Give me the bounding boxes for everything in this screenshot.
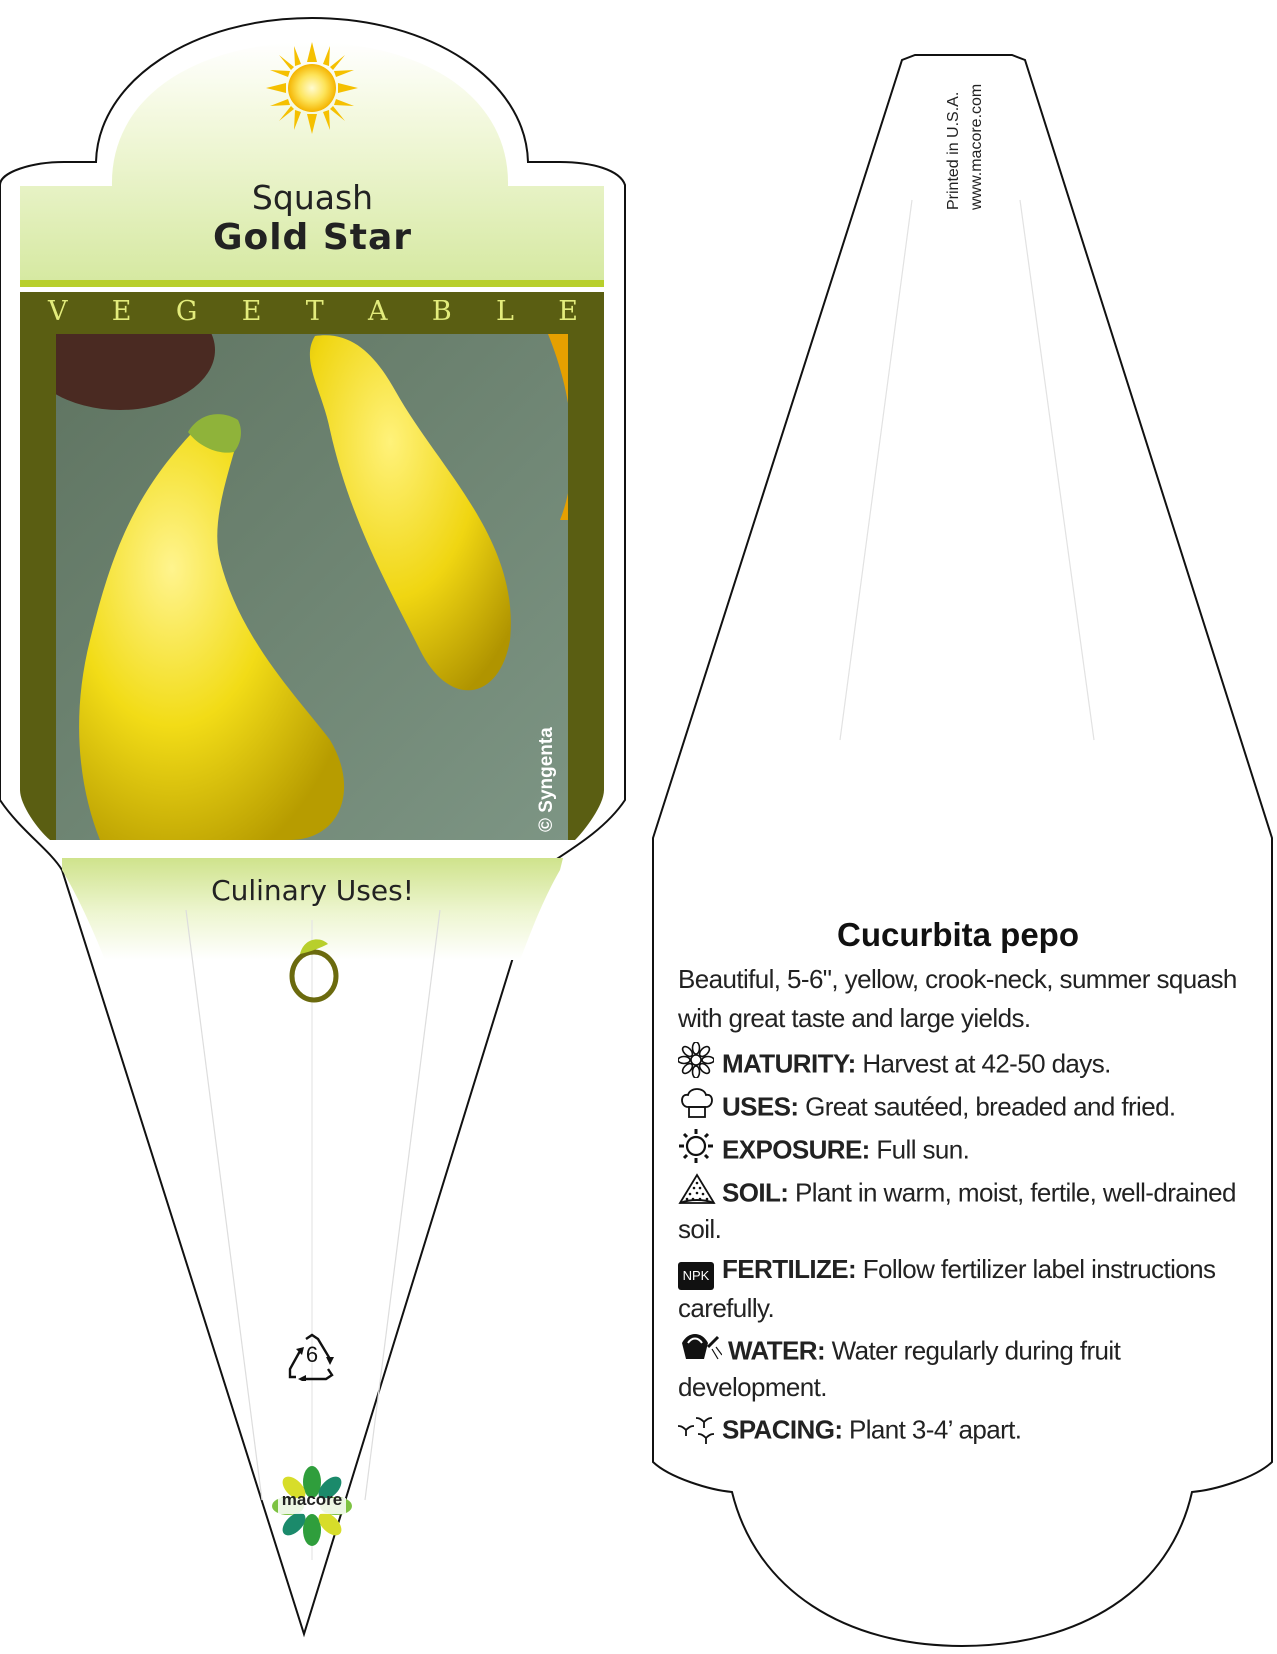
- variety-name: Gold Star: [212, 217, 413, 258]
- category-letter: A: [368, 296, 388, 327]
- category-letter: E: [558, 296, 578, 327]
- care-fertilize: [678, 1250, 1238, 1291]
- common-name: Squash: [251, 178, 374, 217]
- care-exposure: [678, 1128, 1238, 1175]
- care-label: FERTILIZE:: [722, 1254, 857, 1284]
- description-line: Beautiful, 5-6", yellow, crook-neck, summer squash: [678, 964, 1237, 994]
- seed-leaf-icon: [286, 934, 342, 1004]
- chef-hat-icon: [678, 1085, 722, 1132]
- category-letter: E: [241, 296, 262, 327]
- description-line: with great taste and large yields.: [678, 1003, 1031, 1033]
- care-text: Plant in warm, moist, fertile, well-drained: [794, 1177, 1236, 1208]
- brand-name: macore: [281, 1490, 343, 1509]
- sun-icon: [266, 42, 358, 134]
- subtitle: Culinary Uses!: [211, 874, 414, 907]
- care-text: Harvest at 42-50 days.: [862, 1048, 1111, 1079]
- category-letter: T: [305, 296, 324, 327]
- website: www.macore.com: [968, 83, 985, 210]
- care-label: SOIL:: [722, 1177, 789, 1208]
- flower-icon: [678, 1042, 722, 1089]
- care-text: Water regularly during fruit: [831, 1335, 1121, 1366]
- care-label: WATER:: [728, 1335, 826, 1366]
- care-label: SPACING:: [722, 1414, 843, 1445]
- care-soil-cont: [678, 1210, 1238, 1249]
- description: [678, 960, 1238, 1038]
- seedlings-icon: [678, 1408, 722, 1455]
- care-water-cont: [678, 1368, 1238, 1407]
- recycle-number: 6: [305, 1342, 319, 1367]
- care-maturity: [678, 1042, 1238, 1089]
- category-letter: V: [48, 296, 68, 327]
- npk-icon: [678, 1252, 722, 1291]
- category-letter: L: [495, 296, 514, 327]
- printed-in-usa: Printed in U.S.A.: [945, 91, 962, 210]
- care-text: development.: [678, 1372, 827, 1402]
- care-label: MATURITY:: [722, 1048, 856, 1079]
- care-text: Follow fertilizer label instructions: [862, 1254, 1216, 1284]
- care-label: EXPOSURE:: [722, 1134, 870, 1165]
- care-text: Plant 3-4’ apart.: [849, 1414, 1022, 1445]
- category-banner: [48, 296, 578, 327]
- category-letter: G: [175, 296, 198, 327]
- botanical-name: Cucurbita pepo: [836, 916, 1079, 953]
- care-text: Great sautéed, breaded and fried.: [805, 1091, 1176, 1122]
- category-letter: E: [111, 296, 132, 327]
- photo-credit: © Syngenta: [536, 727, 557, 832]
- care-text: carefully.: [678, 1293, 775, 1323]
- category-letter: B: [431, 296, 452, 327]
- care-label: USES:: [722, 1091, 799, 1122]
- npk-icon-label: NPK: [678, 1262, 714, 1290]
- care-fertilize-cont: [678, 1289, 1238, 1328]
- care-spacing: [678, 1408, 1238, 1455]
- care-uses: [678, 1085, 1238, 1132]
- care-text: Full sun.: [876, 1134, 970, 1165]
- sun-outline-icon: [678, 1128, 722, 1175]
- care-text: soil.: [678, 1214, 722, 1244]
